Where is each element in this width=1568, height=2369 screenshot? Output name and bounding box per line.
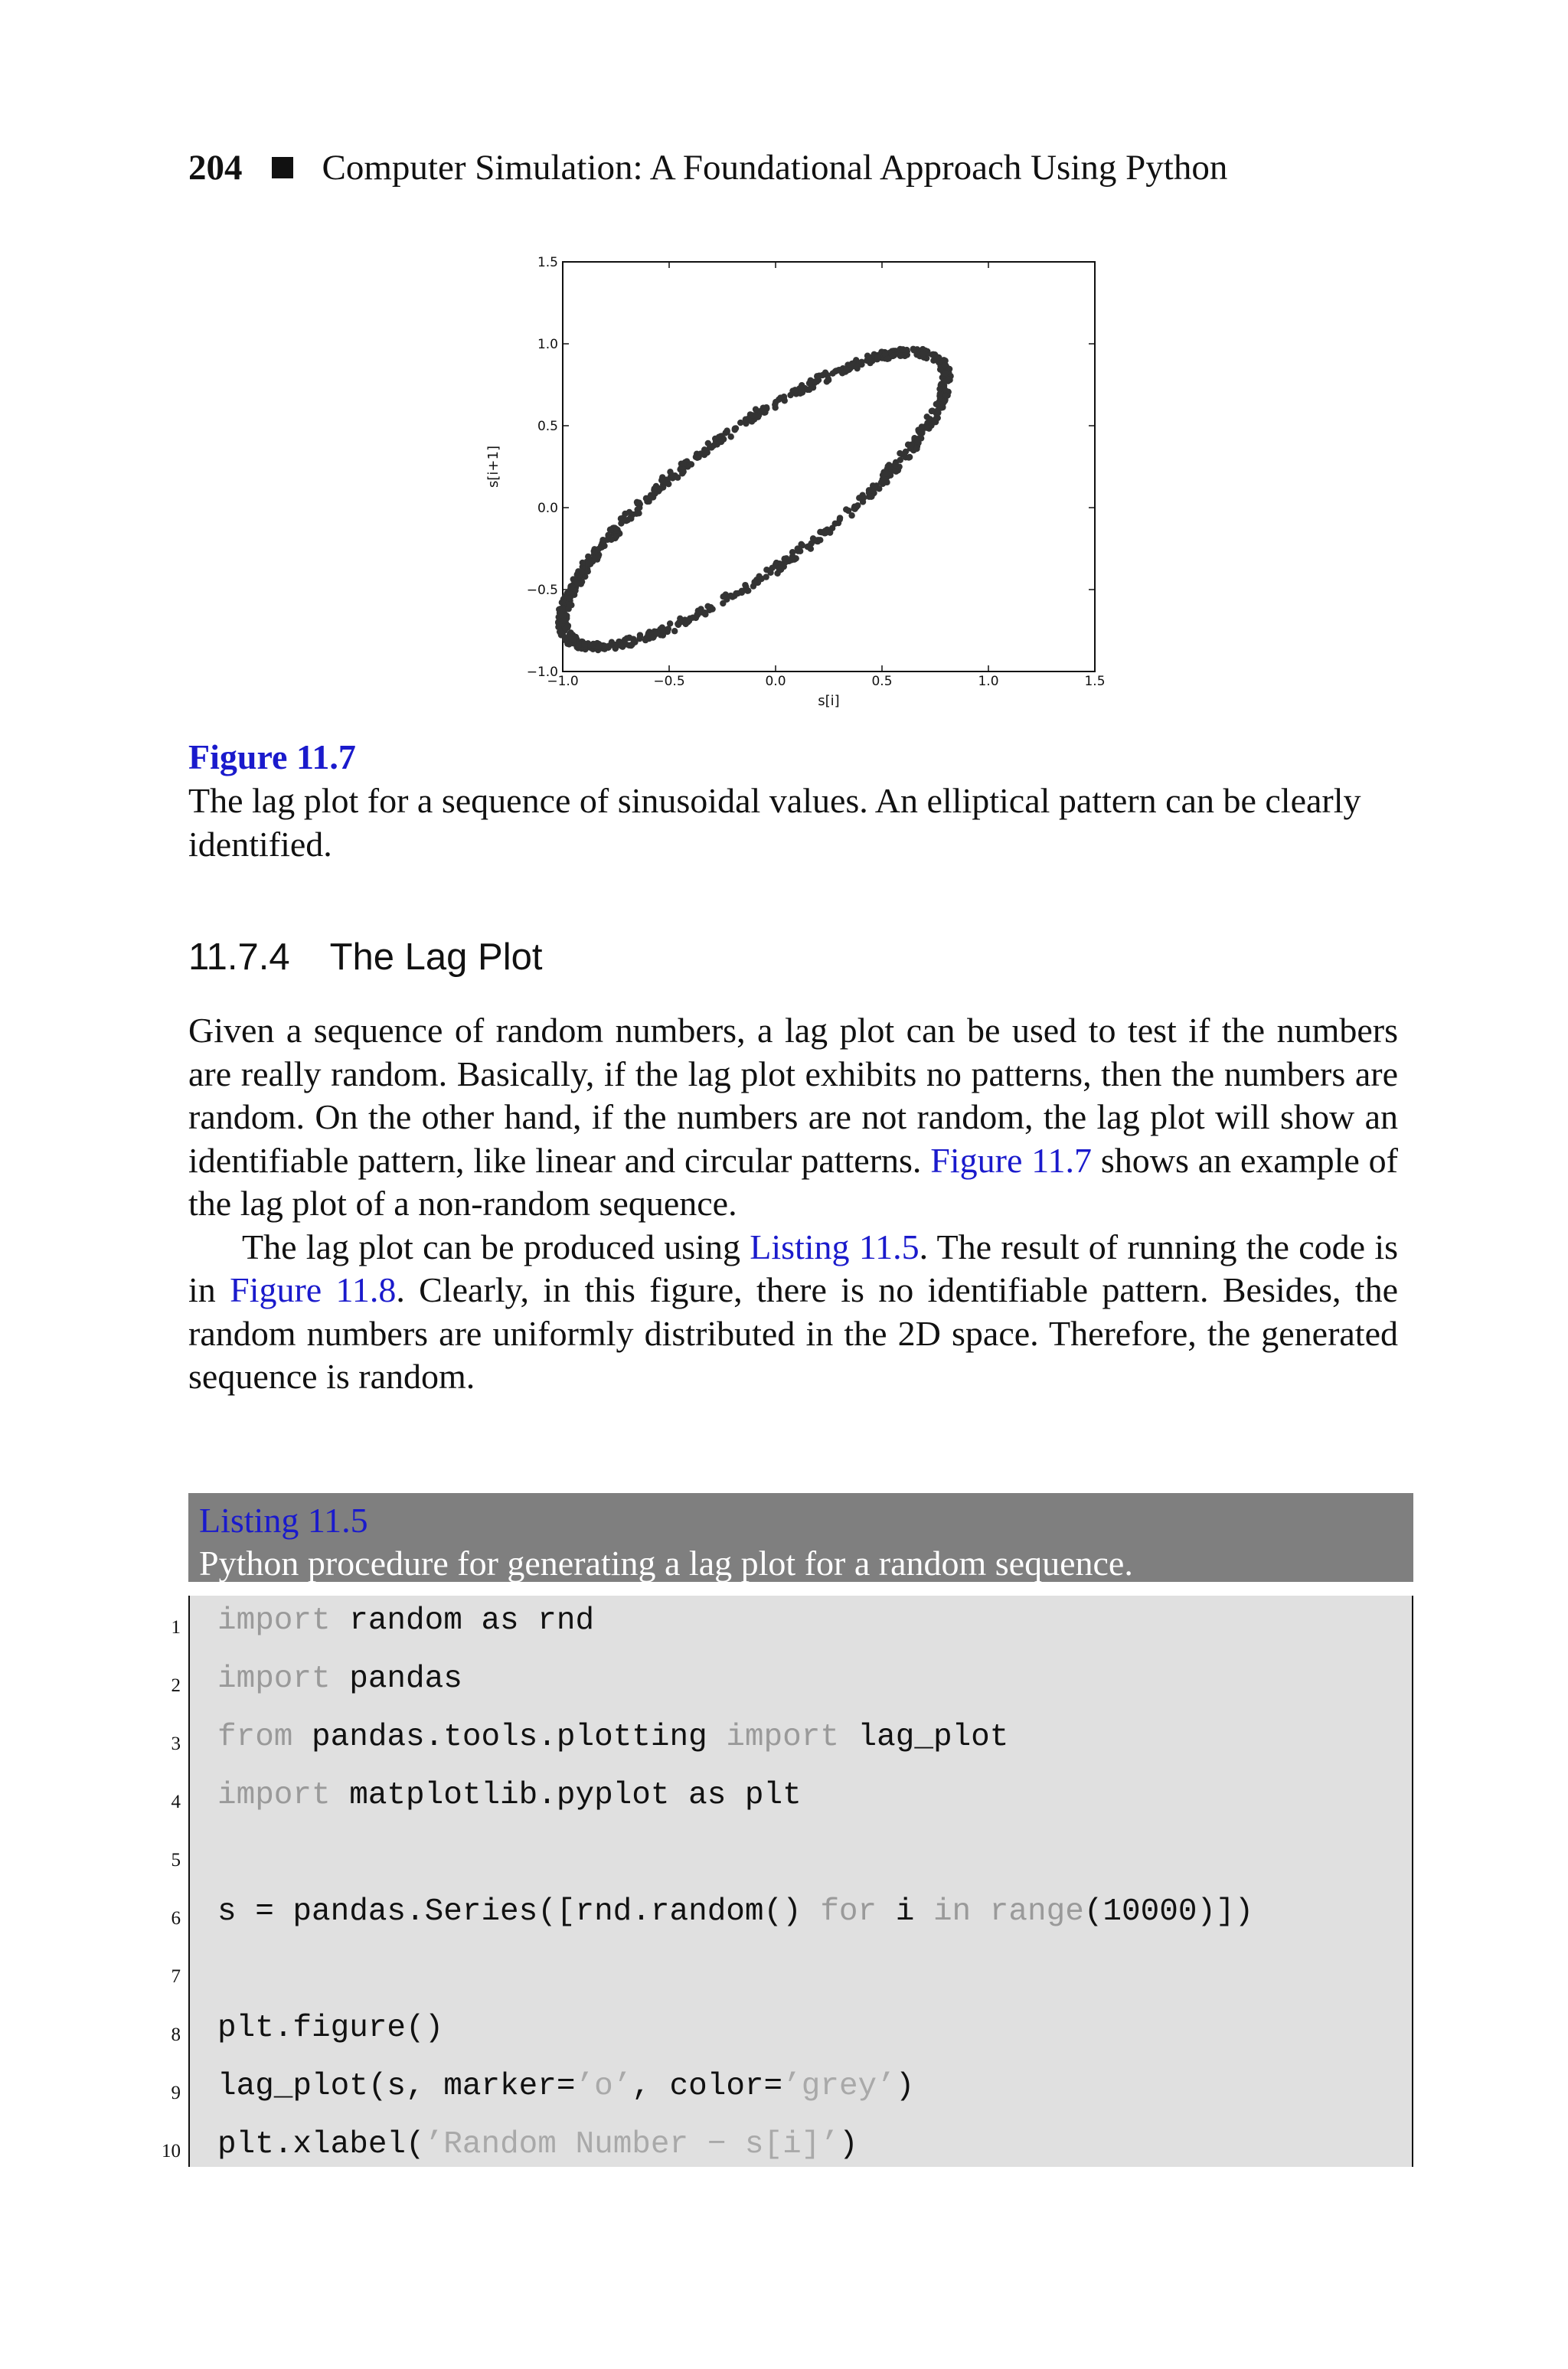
y-tick-label: 0.5 (537, 419, 558, 434)
plot-frame (563, 262, 1095, 671)
scatter-point (635, 499, 642, 505)
y-tick-label: −0.5 (526, 583, 558, 598)
code-line: plt.figure() (217, 2011, 444, 2046)
x-tick-label: −0.5 (653, 674, 685, 689)
scatter-point (742, 582, 748, 588)
line-number: 9 (171, 2083, 181, 2103)
scatter-point (783, 555, 789, 561)
scatter-point (728, 433, 734, 439)
figure-caption-text: The lag plot for a sequence of sinusoidal values. An elliptical pattern can be clearly identified. (188, 781, 1361, 864)
scatter-point (651, 485, 657, 492)
scatter-point (608, 527, 614, 533)
scatter-point (743, 417, 749, 423)
scatter-point (792, 387, 798, 393)
page-number: 204 (188, 148, 243, 188)
scatter-point (822, 528, 828, 534)
scatter-point (685, 617, 691, 623)
scatter-point (789, 557, 795, 563)
scatter-point (660, 627, 666, 633)
scatter-point (929, 408, 935, 414)
scatter-point (817, 537, 823, 543)
scatter-point (884, 470, 890, 476)
listing-11-5-link[interactable]: Listing 11.5 (750, 1227, 920, 1266)
scatter-point (744, 587, 750, 593)
scatter-point (941, 362, 947, 368)
scatter-point (845, 508, 851, 514)
scatter-point (576, 642, 582, 648)
scatter-point (595, 554, 601, 560)
scatter-point (650, 634, 656, 640)
scatter-point (843, 367, 849, 373)
scatter-point (808, 541, 815, 547)
scatter-point (868, 493, 874, 499)
scatter-point (720, 593, 726, 600)
scatter-point (599, 537, 606, 543)
scatter-point (570, 636, 576, 642)
code-line: lag_plot(s, marker=’o’, color=’grey’) (217, 2069, 915, 2104)
scatter-point (871, 485, 877, 491)
scatter-point (657, 485, 663, 492)
scatter-point (581, 641, 587, 647)
header-square-icon (272, 157, 293, 178)
paragraph-1-tail: shows an example of the lag plot of a non-random sequence. (188, 1140, 1398, 1223)
code-line: from pandas.tools.plotting import lag_plot (217, 1720, 1009, 1755)
figure-11-7-link[interactable]: Figure 11.7 (930, 1140, 1093, 1180)
paragraph-2-b: . The result of running the code is in (188, 1227, 1398, 1309)
scatter-point (618, 520, 624, 526)
scatter-point (751, 579, 757, 585)
scatter-point (671, 628, 678, 634)
scatter-point (724, 427, 730, 433)
scatter-point (897, 457, 903, 463)
scatter-point (628, 515, 634, 521)
scatter-point (704, 449, 710, 456)
scatter-point (595, 643, 601, 649)
scatter-point (919, 430, 925, 436)
scatter-point (910, 347, 916, 353)
y-tick-label: 1.0 (537, 337, 558, 352)
section-heading (188, 936, 542, 979)
scatter-point (613, 533, 619, 539)
scatter-point (926, 416, 933, 422)
scatter-point (890, 353, 896, 359)
listing-code-block (162, 1596, 1413, 2167)
scatter-point (579, 569, 585, 575)
scatter-point (637, 633, 643, 639)
scatter-point (618, 642, 624, 649)
y-tick-label: 0.0 (537, 501, 558, 516)
scatter-point (732, 426, 738, 433)
scatter-point (867, 358, 873, 364)
scatter-point (763, 404, 769, 410)
line-number: 5 (171, 1850, 181, 1871)
y-tick-label: 1.5 (537, 255, 558, 270)
scatter-point (832, 368, 838, 374)
x-tick-label: 0.5 (871, 674, 893, 689)
scatter-point (814, 374, 820, 380)
scatter-point (601, 543, 607, 549)
x-tick-label: 1.5 (1084, 674, 1106, 689)
x-axis-label: s[i] (818, 693, 840, 709)
figure-caption (188, 735, 1398, 866)
code-line: import random as rnd (217, 1603, 595, 1639)
scatter-point (585, 568, 591, 574)
lag-plot-chart (467, 245, 1110, 720)
scatter-point (718, 439, 724, 445)
y-tick-label: −1.0 (526, 665, 558, 680)
paragraph-1-text: Given a sequence of random numbers, a lag plot can be used to test if the numbers are really random. Basically, if the lag plot exhibits no patterns, then the numbers are random. On the other hand, if the numbers are not random, the lag plot will show an identifiable pattern, like linear and circular patterns. (188, 1011, 1398, 1180)
scatter-point (854, 363, 860, 369)
paragraph-2 (188, 1226, 1398, 1399)
scatter-point (575, 580, 581, 587)
x-tick-label: 0.0 (765, 674, 786, 689)
scatter-point (560, 618, 567, 624)
scatter-point (642, 637, 648, 643)
scatter-point (735, 590, 741, 596)
scatter-point (913, 446, 920, 452)
line-number: 10 (162, 2141, 181, 2162)
scatter-point (675, 475, 681, 481)
line-number: 3 (171, 1733, 181, 1754)
book-title: Computer Simulation: A Foundational Approach Using Python (322, 148, 1228, 188)
scatter-point (906, 454, 912, 460)
scatter-point (874, 354, 880, 360)
line-number: 2 (171, 1675, 181, 1696)
scatter-point (687, 461, 693, 467)
scatter-point (648, 495, 655, 501)
scatter-point (696, 609, 702, 615)
x-tick-label: −1.0 (547, 674, 579, 689)
scatter-point (567, 595, 573, 601)
line-number: 6 (171, 1908, 181, 1929)
scatter-point (750, 412, 756, 418)
code-line: import matplotlib.pyplot as plt (217, 1778, 802, 1813)
scatter-point (795, 547, 801, 554)
scatter-point (712, 436, 718, 442)
code-line: import pandas (217, 1662, 462, 1697)
scatter-point (903, 347, 910, 353)
scatter-point (856, 495, 862, 501)
scatter-point (852, 505, 858, 511)
scatter-point (884, 356, 890, 362)
scatter-point (635, 510, 642, 516)
paragraph-2-a: The lag plot can be produced using (242, 1227, 750, 1266)
scatter-point (749, 418, 755, 424)
line-number: 7 (171, 1966, 181, 1987)
scatter-point (681, 460, 687, 466)
running-header (188, 147, 1227, 188)
scatter-point (942, 393, 949, 399)
scatter-point (806, 387, 812, 393)
scatter-point (936, 386, 942, 392)
listing-header (188, 1493, 1413, 1582)
scatter-point (892, 462, 898, 468)
scatter-point (568, 584, 574, 590)
section-title: The Lag Plot (329, 936, 543, 978)
code-listing (162, 1493, 1413, 2167)
scatter-point (914, 437, 920, 443)
lag-plot-figure (467, 245, 1110, 720)
paragraph-2-c: . Clearly, in this figure, there is no identifiable pattern. Besides, the random numbers are uniformly distributed in the 2D space. Therefore, the generated sequence is random. (188, 1270, 1398, 1396)
scatter-point (933, 419, 939, 425)
scatter-point (602, 643, 608, 649)
x-tick-label: 1.0 (978, 674, 999, 689)
scatter-point (933, 355, 939, 361)
scatter-point (596, 546, 602, 552)
line-number: 8 (171, 2024, 181, 2045)
scatter-point (560, 632, 566, 638)
scatter-point (708, 444, 714, 450)
scatter-point (667, 469, 673, 475)
scatter-point (767, 570, 773, 576)
body-text (188, 1009, 1398, 1399)
scatter-point (920, 351, 926, 357)
scatter-point (580, 560, 586, 566)
scatter-point (727, 593, 733, 599)
figure-11-8-link[interactable]: Figure 11.8 (230, 1270, 397, 1309)
scatter-point (825, 376, 831, 382)
scatter-point (658, 477, 665, 483)
scatter-point (939, 404, 946, 410)
scatter-point (858, 359, 864, 365)
line-number: 4 (171, 1792, 181, 1812)
scatter-point (757, 408, 763, 414)
scatter-point (629, 642, 635, 648)
scatter-point (612, 645, 619, 652)
line-number: 1 (171, 1617, 181, 1638)
scatter-point (897, 450, 903, 456)
scatter-point (935, 410, 941, 416)
paragraph-1 (188, 1009, 1398, 1226)
scatter-point (772, 401, 778, 407)
scatter-point (782, 397, 788, 404)
scatter-point (586, 560, 592, 567)
figure-label: Figure 11.7 (188, 737, 356, 776)
scatter-point (933, 401, 939, 407)
listing-label: Listing 11.5 (199, 1501, 368, 1540)
code-line: plt.xlabel(’Random Number − s[i]’) (217, 2127, 858, 2162)
scatter-point (665, 481, 671, 487)
scatter-point (675, 622, 681, 628)
scatter-point (942, 370, 949, 376)
scatter-point (837, 515, 843, 521)
scatter-point (878, 479, 884, 485)
scatter-point (799, 387, 805, 394)
y-axis-label: s[i+1] (485, 446, 501, 488)
scatter-point (626, 635, 632, 641)
scatter-point (897, 353, 903, 359)
scatter-point (704, 603, 710, 609)
section-number: 11.7.4 (188, 936, 290, 978)
scatter-point (907, 443, 913, 449)
listing-caption: Python procedure for generating a lag plot for a random sequence. (199, 1544, 1133, 1583)
scatter-point (557, 610, 563, 616)
code-line: s = pandas.Series([rnd.random() for i in range(10000)]) (217, 1894, 1254, 1930)
scatter-point (776, 565, 782, 571)
scatter-point (565, 622, 571, 629)
